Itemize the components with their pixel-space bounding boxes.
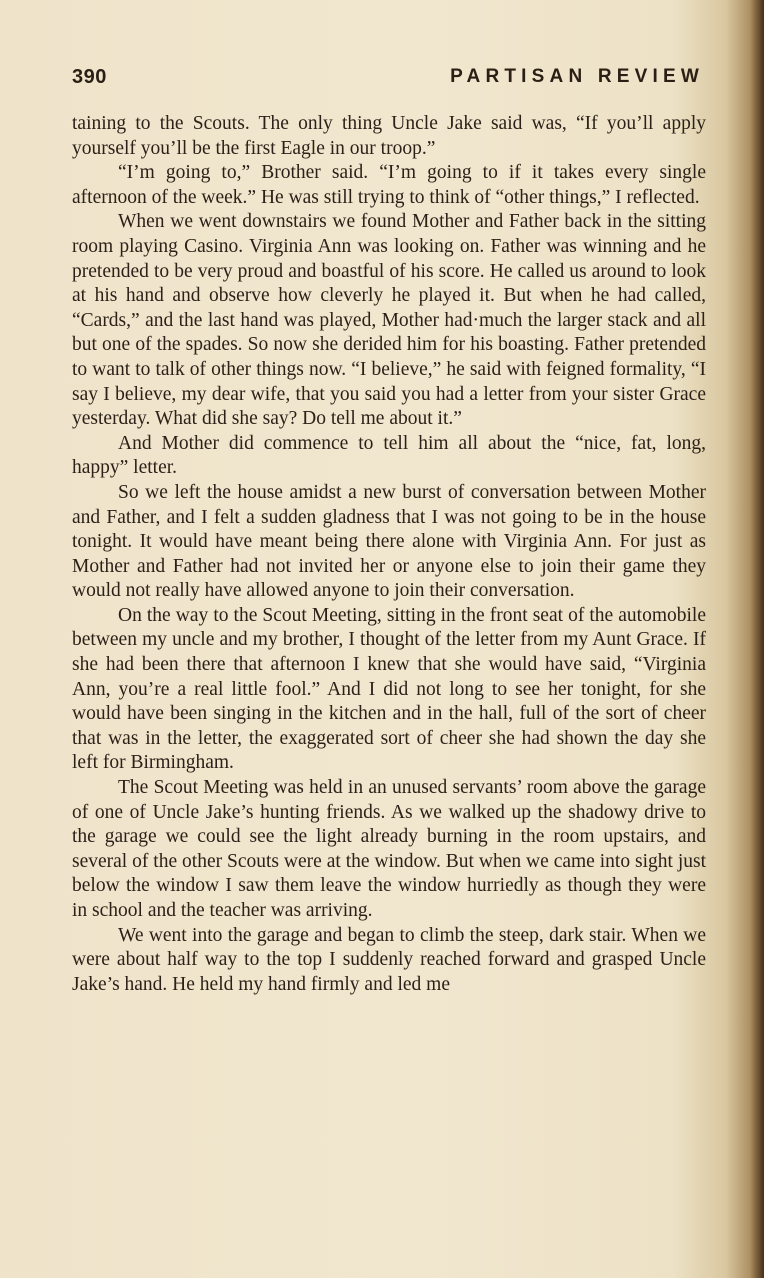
paragraph: When we went downstairs we found Mother and Father back in the sitting room playing Casino. Virginia Ann was looking on. Father was winning and he pretended to be very proud and boastful of his score. He called us around to look at his hand and observe how cleverly he played it. But when he had called, “Cards,” and the last hand was played, Mother had·much the larger stack and all but one of the spades. So now she derided him for his boasting. Father pretended to want to talk of other things now. “I believe,” he said with feigned formality, “I say I believe, my dear wife, that you said you had a letter from your sister Grace yesterday. What did she say? Do tell me about it.” (72, 211, 706, 430)
running-head: PARTISAN REVIEW (450, 66, 704, 87)
paragraph: The Scout Meeting was held in an unused servants’ room above the garage of one of Uncle Jake’s hunting friends. As we walked up the shadowy drive to the garage we could see the light already burning in the room upstairs, and several of the other Scouts were at the window. But when we came into sight just below the window I saw them leave the window hurriedly as though they were in school and the teacher was arriving. (72, 777, 706, 921)
paragraph: “I’m going to,” Brother said. “I’m going to if it takes every single afternoon of the week.” He was still trying to think of “other things,” I reflected. (72, 162, 706, 208)
body-text (72, 112, 706, 997)
page-gutter-shadow (750, 0, 764, 1278)
page-header (72, 66, 708, 94)
page-number: 390 (72, 66, 107, 88)
paragraph: So we left the house amidst a new burst of conversation between Mother and Father, and I felt a sudden gladness that I was not going to be in the house tonight. It would have meant being there alone with Virginia Ann. For just as Mother and Father had not invited her or anyone else to join their game they would not really have allowed anyone to join their conversation. (72, 481, 706, 602)
paragraph: And Mother did commence to tell him all about the “nice, fat, long, happy” letter. (72, 432, 706, 479)
paragraph: We went into the garage and began to climb the steep, dark stair. When we were about half way to the top I suddenly reached forward and grasped Uncle Jake’s hand. He held my hand firmly and led me (72, 924, 706, 995)
paragraph: taining to the Scouts. The only thing Uncle Jake said was, “If you’ll apply yourself you’ll be the first Eagle in our troop.” (72, 113, 706, 159)
paragraph: On the way to the Scout Meeting, sitting in the front seat of the automobile between my uncle and my brother, I thought of the letter from my Aunt Grace. If she had been there that afternoon I knew that she would have said, “Virginia Ann, you’re a real little fool.” And I did not long to see her tonight, for she would have been singing in the kitchen and in the hall, full of the sort of cheer that was in the letter, the exaggerated sort of cheer she had shown the day she left for Birmingham. (72, 604, 706, 774)
